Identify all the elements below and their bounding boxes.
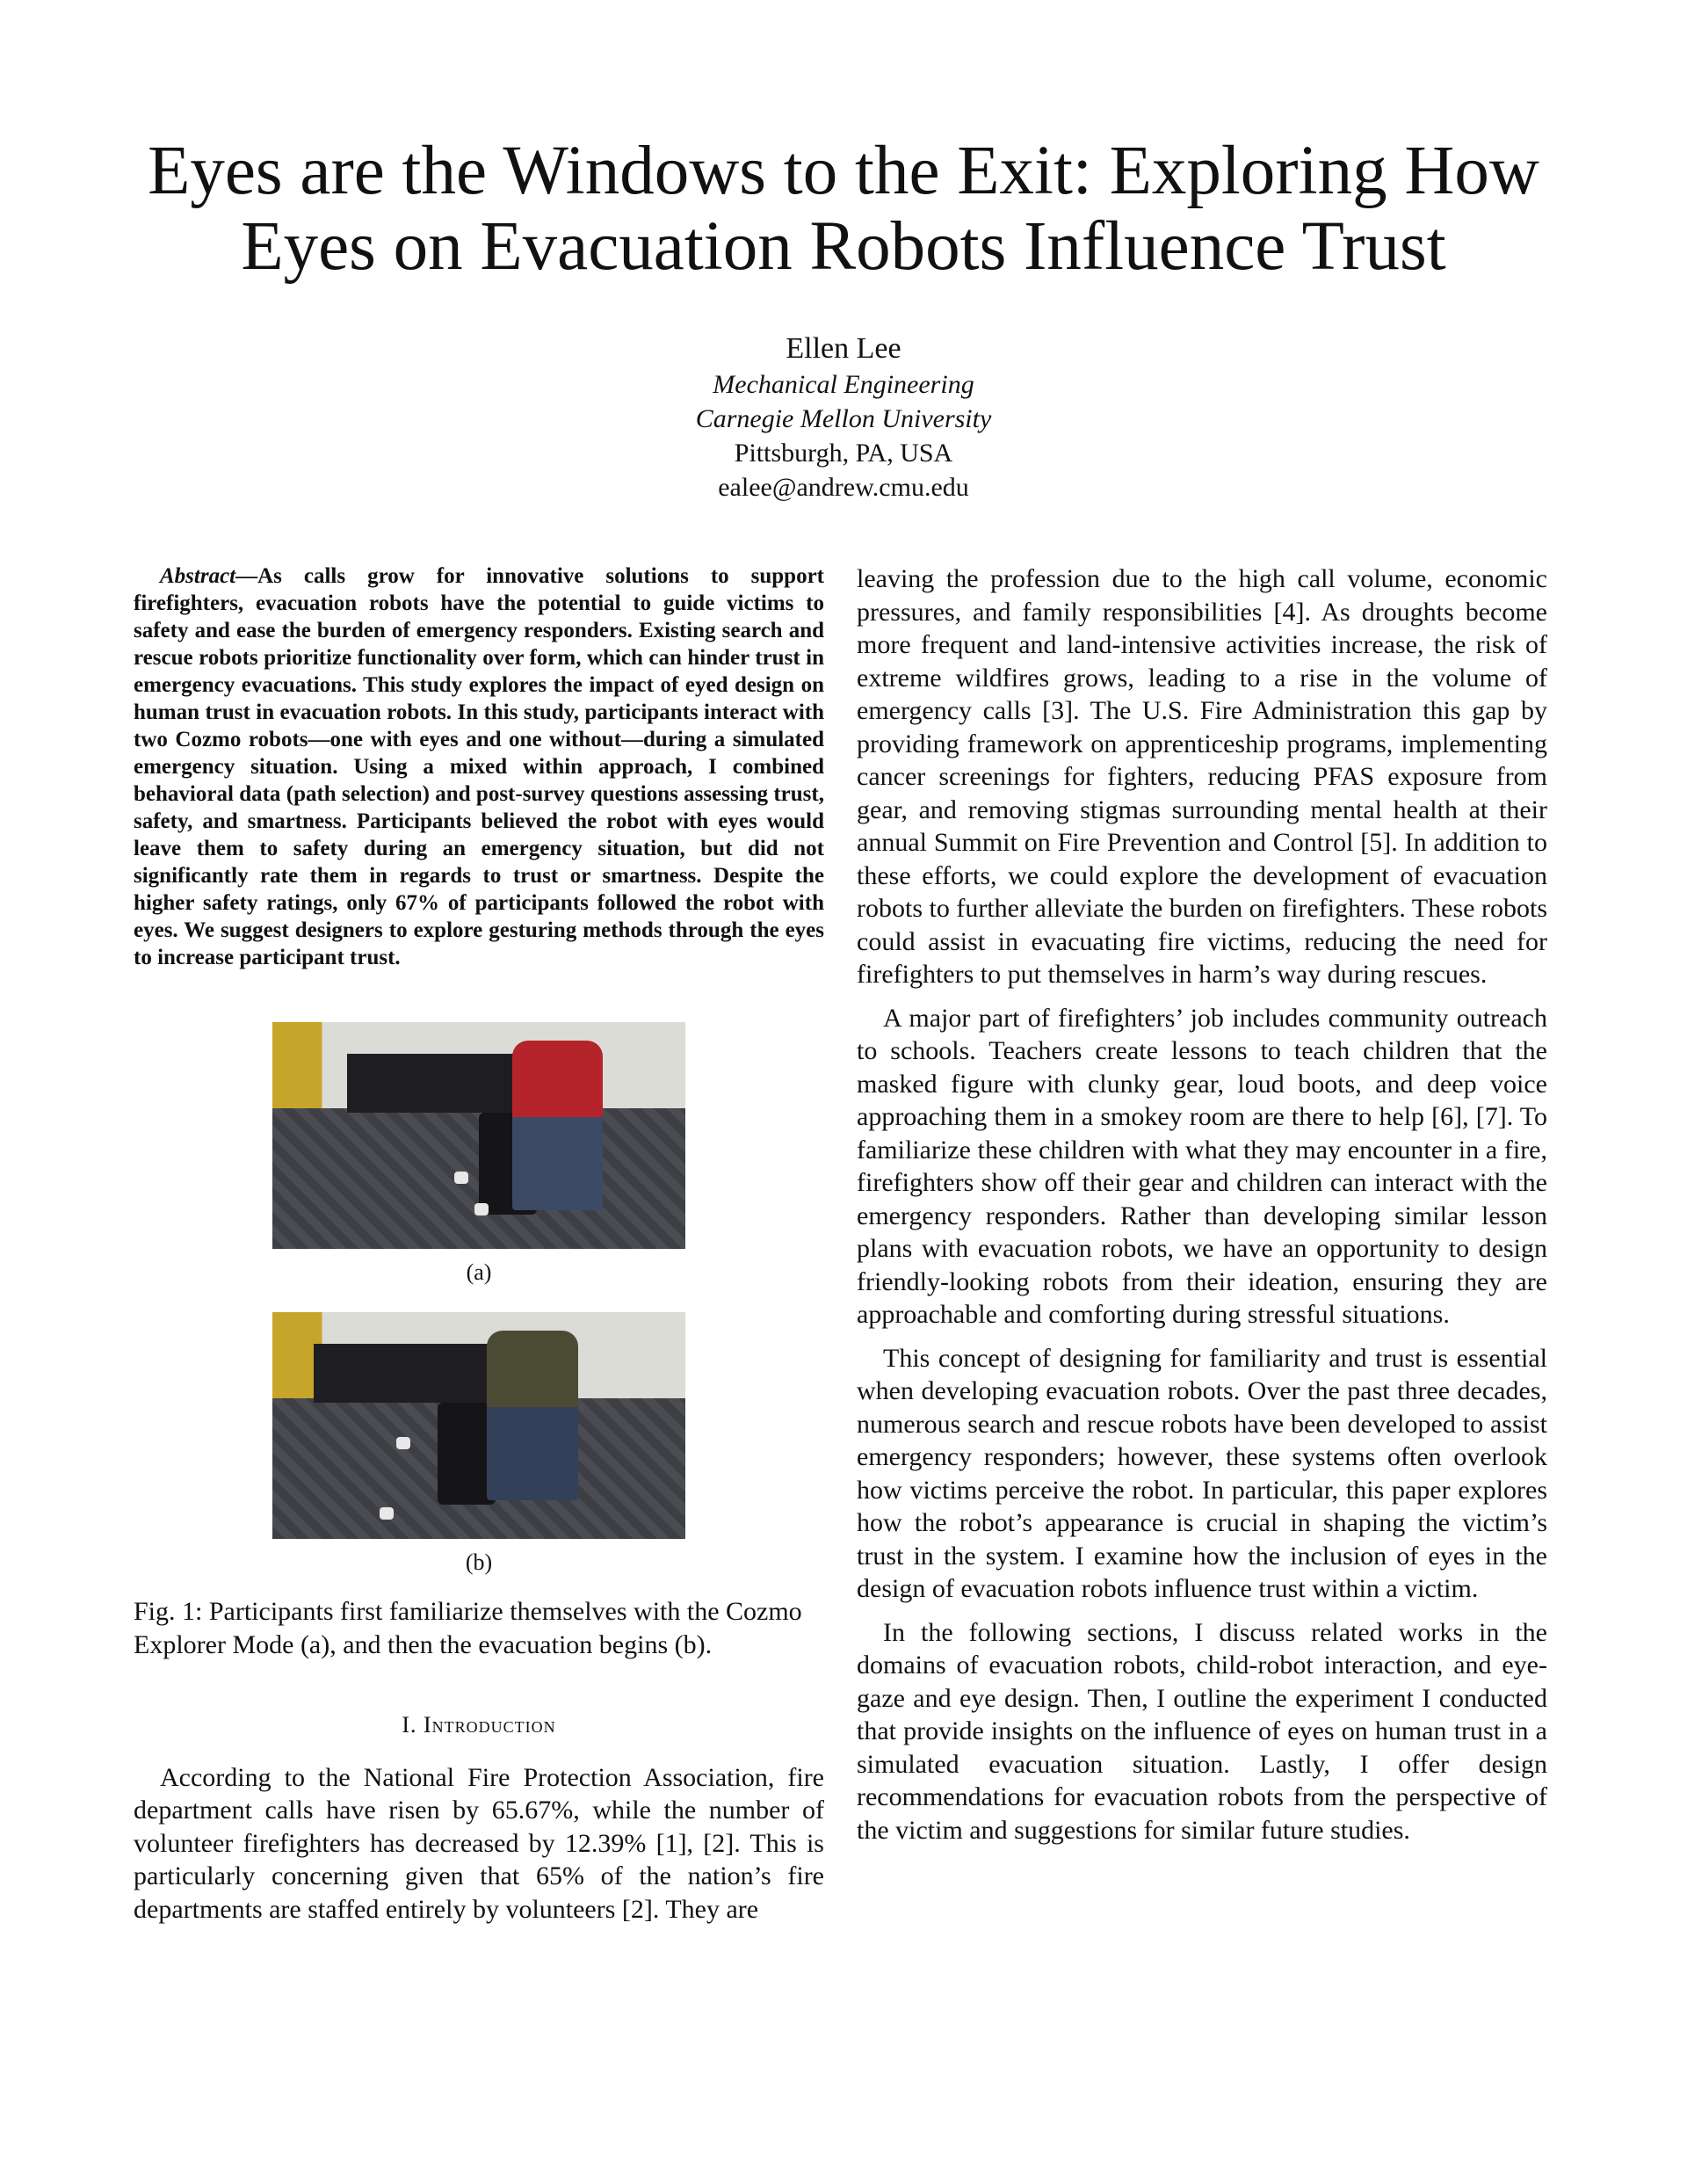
author-name: Ellen Lee [786, 332, 901, 365]
right-paragraph-2: A major part of firefighters’ job includes community outreach to schools. Teachers create lessons to teach children that the masked figure with clunky gear, loud boots, and deep voice approaching them in a smokey room are there to help [6], [7]. To familiarize these children with what they may encounter in a fire, firefighters show off their gear and children can interact with the emergency responders. Rather than developing similar lesson plans with evacuation robots, we have an opportunity to design friendly-looking robots from their ideation, ensuring they are approachable and comforting during stressful situations. [857, 1003, 1547, 1329]
author-location: Pittsburgh, PA, USA [734, 439, 953, 468]
figure-1 [134, 1022, 824, 1661]
figure-photo-b [272, 1312, 685, 1539]
abstract-text: —As calls grow for innovative solutions to support firefighters, evacuation robots have the potential to guide victims to safety and ease the burden of emergency responders. Existing search and rescue robots prioritize functionality over form, which can hinder trust in emergency evacuations. This study explores the impact of eyed design on human trust in evacuation robots. In this study, participants interact with two Cozmo robots—one with eyes and one without—during a simulated emergency situation. Using a mixed within approach, I combined behavioral data (path selection) and post-survey questions assessing trust, safety, and smartness. Participants believed the robot with eyes would leave them to safety during an emergency situation, but did not significantly rate them in regards to trust or smartness. Despite the higher safety ratings, only 67% of participants followed the robot with eyes. We suggest designers to explore gesturing methods through the eyes to increase participant trust. [134, 564, 824, 969]
author-institution: Carnegie Mellon University [695, 404, 992, 433]
paper-title: Eyes are the Windows to the Exit: Exploring How Eyes on Evacuation Robots Influence Trust [148, 133, 1539, 285]
figure-caption: Fig. 1: Participants first familiarize themselves with the Cozmo Explorer Mode (a), and then the evacuation begins (b). [134, 1597, 802, 1659]
author-email: ealee@andrew.cmu.edu [718, 473, 969, 502]
author-department: Mechanical Engineering [713, 370, 974, 399]
figure-subcaption-b: (b) [465, 1549, 493, 1575]
right-paragraph-4: In the following sections, I discuss related works in the domains of evacuation robots, child-robot interaction, and eye-gaze and eye design. Then, I outline the experiment I conducted that provide insights on the influence of eyes on human trust in a simulated evacuation situation. Lastly, I offer design recommendations for evacuation robots from the perspective of the victim and suggestions for similar future studies. [857, 1617, 1547, 1845]
abstract-label: Abstract [160, 564, 236, 588]
abstract [134, 562, 824, 971]
figure-subcaption-a: (a) [466, 1259, 492, 1285]
author-block [492, 330, 1195, 504]
intro-paragraph-1: According to the National Fire Protection Association, fire department calls have risen by 65.67%, while the number of volunteer firefighters has decreased by 12.39% [1], [2]. This is particularly concerning given that 65% of the nation’s fire departments are staffed entirely by volunteers [2]. They are [134, 1762, 824, 1924]
right-paragraph-3: This concept of designing for familiarity and trust is essential when developing evacuation robots. Over the past three decades, numerous search and rescue robots have been developed to assist emergency responders; however, these systems often overlook how victims perceive the robot. In particular, this paper explores how the robot’s appearance is crucial in shaping the victim’s trust in the system. I examine how the inclusion of eyes in the design of evacuation robots influence trust within a victim. [857, 1343, 1547, 1603]
figure-photo-a [272, 1022, 685, 1249]
left-column [134, 562, 824, 1926]
right-paragraph-1: leaving the profession due to the high call volume, economic pressures, and family responsibilities [4]. As droughts become more frequent and land-intensive activities increase, the risk of extreme wildfires grows, leading to a rise in the volume of emergency calls [3]. The U.S. Fire Administration this gap by providing framework on apprenticeship programs, implementing cancer screenings for fighters, reducing PFAS exposure from gear, and removing stigmas surrounding mental health at their annual Summit on Fire Prevention and Control [5]. In addition to these efforts, we could explore the development of evacuation robots to further alleviate the burden on firefighters. These robots could assist in evacuating fire victims, reducing the need for firefighters to put themselves in harm’s way during rescues. [857, 564, 1547, 989]
right-column [857, 562, 1547, 1857]
section-heading-introduction: I. Introduction [402, 1712, 556, 1738]
